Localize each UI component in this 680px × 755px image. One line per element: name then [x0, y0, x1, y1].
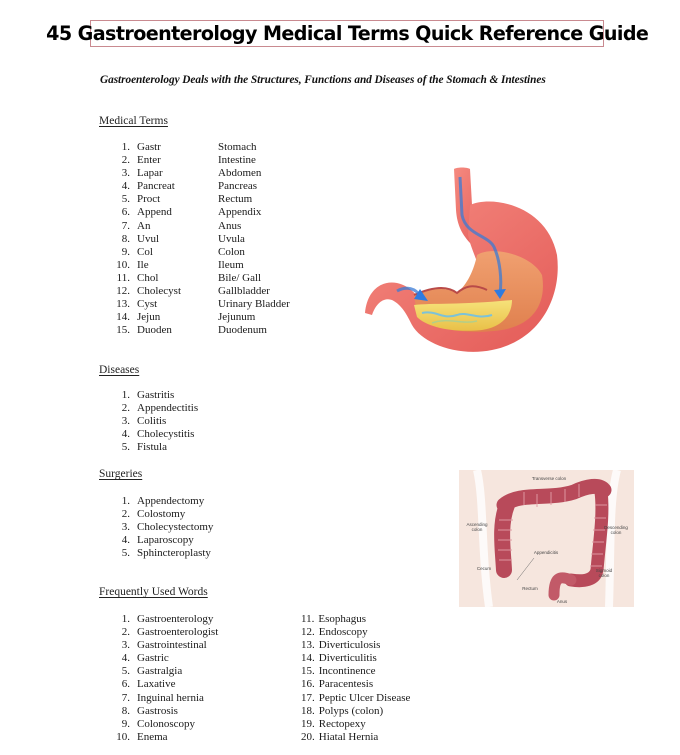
list-item-number: 11. [301, 613, 315, 625]
list-item-number: 13. [301, 639, 315, 652]
list-item [301, 613, 410, 626]
list-item-number: 15. [116, 324, 130, 337]
term-meaning: Abdomen [218, 167, 262, 180]
list-item-label: Gastroenterology [137, 613, 214, 625]
surgeries-heading: Surgeries [99, 468, 143, 480]
list-item-label: Appendectitis [137, 402, 199, 415]
stomach-illustration-icon [362, 165, 562, 360]
list-item-number: 16. [301, 678, 315, 691]
label-rectum: Rectum [522, 586, 538, 591]
term-root: Pancreat [137, 180, 175, 193]
list-item [110, 206, 290, 219]
list-item-label: Endoscopy [318, 626, 368, 639]
list-item-number: 9. [121, 245, 130, 258]
term-meaning: Pancreas [218, 180, 258, 193]
list-item-number: 14. [301, 652, 315, 665]
list-item [301, 665, 410, 678]
term-root: Enter [137, 154, 161, 167]
list-item-number: 5. [121, 547, 130, 560]
list-item [110, 678, 218, 691]
list-item [110, 298, 290, 311]
list-item-number: 10. [116, 258, 130, 271]
list-item-label: Sphincteroplasty [137, 547, 211, 560]
list-item-label: Peptic Ulcer Disease [318, 691, 411, 704]
list-item-label: Appendectomy [137, 495, 205, 507]
term-meaning: Colon [218, 245, 245, 258]
list-item [110, 402, 198, 415]
diseases-list [110, 389, 198, 454]
list-item-number: 20. [301, 730, 315, 743]
list-item-label: Gastric [137, 652, 169, 665]
list-item-number: 2. [121, 508, 130, 521]
list-item [110, 626, 218, 639]
list-item-label: Laxative [137, 678, 176, 691]
list-item-label: Esophagus [318, 613, 367, 625]
term-root: Duoden [137, 324, 172, 337]
page-title: 45 Gastroenterology Medical Terms Quick Reference Guide [45, 22, 649, 45]
term-root: Uvul [137, 232, 159, 245]
list-item-label: Polyps (colon) [318, 704, 384, 717]
list-item-number: 3. [121, 521, 130, 534]
list-item-number: 4. [121, 534, 130, 547]
list-item [110, 731, 218, 744]
list-item-label: Gastrosis [137, 704, 178, 717]
list-item [301, 652, 410, 665]
label-sigmoid-colon: Sigmoid colon [595, 568, 613, 578]
list-item [110, 705, 218, 718]
list-item [110, 193, 290, 206]
term-meaning: Intestine [218, 154, 256, 167]
list-item [110, 285, 290, 298]
list-item-label: Gastralgia [137, 665, 183, 678]
term-meaning: Ileum [218, 258, 244, 271]
list-item [110, 547, 213, 560]
list-item [110, 428, 198, 441]
term-root: Cholecyst [137, 285, 181, 298]
list-item-number: 14. [116, 311, 130, 324]
list-item-number: 9. [121, 717, 130, 730]
term-meaning: Duodenum [218, 324, 267, 337]
list-item-label: Cholecystitis [137, 428, 195, 441]
colon-illustration-icon [459, 470, 634, 607]
list-item [301, 705, 410, 718]
term-root: Col [137, 245, 153, 258]
list-item-label: Gastritis [137, 389, 175, 401]
list-item [110, 521, 213, 534]
list-item-number: 7. [121, 219, 130, 232]
label-cecum: Cecum [476, 566, 492, 571]
list-item-number: 7. [121, 691, 130, 704]
list-item-label: Laparoscopy [137, 534, 194, 547]
list-item [301, 692, 410, 705]
term-root: Lapar [137, 167, 163, 180]
list-item-number: 19. [301, 717, 315, 730]
list-item-number: 2. [121, 626, 130, 639]
term-root: Ile [137, 258, 149, 271]
term-meaning: Appendix [218, 206, 262, 219]
list-item [110, 534, 213, 547]
list-item [301, 718, 410, 731]
list-item [110, 324, 290, 337]
list-item-number: 4. [121, 180, 130, 193]
label-descending-colon: Descending colon [604, 525, 628, 535]
list-item-label: Colonoscopy [137, 717, 196, 730]
list-item [110, 665, 218, 678]
list-item-label: Diverticulosis [318, 639, 381, 652]
list-item-number: 6. [121, 206, 130, 219]
list-item [110, 233, 290, 246]
list-item-label: Gastroenterologist [137, 626, 219, 639]
list-item-label: Incontinence [318, 665, 376, 678]
list-item-label: Cholecystectomy [137, 521, 214, 534]
term-root: An [137, 219, 151, 232]
list-item [110, 613, 218, 626]
term-root: Gastr [137, 141, 161, 153]
term-meaning: Anus [218, 219, 242, 232]
list-item-label: Rectopexy [318, 717, 366, 730]
term-meaning: Uvula [218, 232, 245, 245]
list-item-label: Inguinal hernia [137, 691, 204, 704]
list-item [110, 259, 290, 272]
frequently-used-words-column-1 [110, 613, 218, 744]
list-item [110, 692, 218, 705]
term-root: Append [137, 206, 172, 219]
list-item [301, 626, 410, 639]
term-meaning: Urinary Bladder [218, 298, 290, 311]
list-item [110, 246, 290, 259]
list-item-number: 13. [116, 298, 130, 311]
list-item [110, 272, 290, 285]
list-item-number: 5. [121, 665, 130, 678]
list-item-label: Hiatal Hernia [318, 730, 379, 743]
list-item [301, 731, 410, 744]
list-item-number: 6. [121, 678, 130, 691]
list-item [110, 154, 290, 167]
term-root: Chol [137, 271, 159, 284]
list-item-label: Fistula [137, 441, 167, 454]
list-item [110, 495, 213, 508]
list-item [110, 415, 198, 428]
frequently-used-words-heading: Frequently Used Words [99, 586, 208, 598]
list-item-number: 12. [301, 626, 315, 639]
list-item-number: 1. [121, 141, 130, 153]
list-item-number: 2. [121, 154, 130, 167]
label-anus: Anus [556, 599, 568, 604]
list-item-number: 1. [121, 613, 130, 625]
term-root: Jejun [137, 311, 161, 324]
list-item [110, 441, 198, 454]
list-item [110, 718, 218, 731]
label-transverse-colon: Transverse colon [531, 476, 567, 481]
list-item-number: 3. [121, 639, 130, 652]
list-item-label: Diverticulitis [318, 652, 377, 665]
list-item [110, 639, 218, 652]
term-root: Cyst [137, 298, 158, 311]
list-item-number: 8. [121, 232, 130, 245]
frequently-used-words-column-2 [301, 613, 410, 744]
list-item-label: Enema [137, 730, 168, 743]
list-item [110, 141, 290, 154]
list-item [301, 678, 410, 691]
list-item-number: 10. [116, 730, 130, 743]
list-item-label: Colostomy [137, 508, 186, 521]
list-item-number: 15. [301, 665, 315, 678]
list-item [110, 652, 218, 665]
list-item-number: 4. [121, 652, 130, 665]
list-item-number: 8. [121, 704, 130, 717]
list-item-number: 17. [301, 691, 315, 704]
list-item [110, 167, 290, 180]
list-item-number: 3. [121, 415, 130, 428]
list-item-number: 11. [116, 271, 130, 284]
medical-terms-heading: Medical Terms [99, 115, 168, 127]
list-item-number: 5. [121, 193, 130, 206]
term-meaning: Rectum [218, 193, 253, 206]
list-item-number: 2. [121, 402, 130, 415]
label-appendicitis: Appendicitis [533, 550, 559, 555]
list-item [110, 311, 290, 324]
label-ascending-colon: Ascending colon [466, 522, 488, 532]
diseases-heading: Diseases [99, 364, 140, 376]
list-item-number: 1. [121, 495, 130, 507]
term-meaning: Stomach [218, 141, 257, 153]
list-item-number: 5. [121, 441, 130, 454]
list-item-number: 1. [121, 389, 130, 401]
list-item-number: 12. [116, 285, 130, 298]
list-item-number: 3. [121, 167, 130, 180]
list-item-number: 4. [121, 428, 130, 441]
list-item-label: Paracentesis [318, 678, 374, 691]
term-root: Proct [137, 193, 161, 206]
list-item [110, 508, 213, 521]
subtitle: Gastroenterology Deals with the Structures, Functions and Diseases of the Stomach & Intestines [100, 74, 546, 86]
title-box [45, 20, 649, 47]
list-item [110, 180, 290, 193]
list-item [110, 220, 290, 233]
list-item-number: 18. [301, 704, 315, 717]
list-item-label: Gastrointestinal [137, 639, 207, 652]
surgeries-list [110, 495, 213, 560]
medical-terms-list [110, 141, 290, 337]
list-item [110, 389, 198, 402]
list-item-label: Colitis [137, 415, 167, 428]
list-item [301, 639, 410, 652]
term-meaning: Jejunum [218, 311, 256, 324]
term-meaning: Gallbladder [218, 285, 270, 298]
term-meaning: Bile/ Gall [218, 271, 262, 284]
